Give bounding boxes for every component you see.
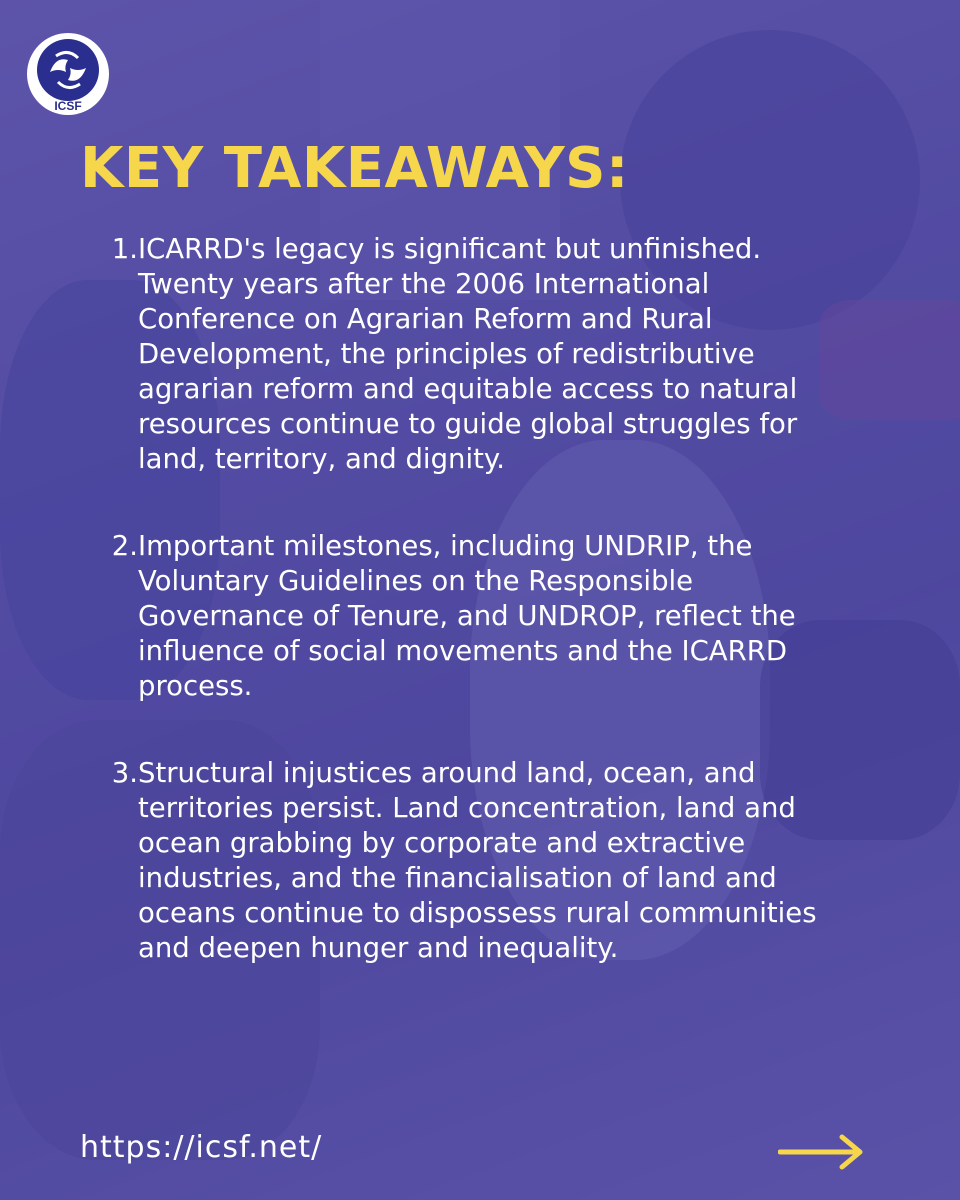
icsf-logo-icon <box>26 32 110 116</box>
list-number: 3. <box>111 757 138 789</box>
list-item <box>100 529 860 704</box>
page-title: KEY TAKEAWAYS: <box>80 136 629 201</box>
list-item-text: Structural injustices around land, ocean, and territories persist. Land concentration, land and ocean grabbing by corporate and extractive industries, and the financialisation of land and oceans continue to dispossess rural communities and deepen hunger and inequality. <box>138 757 817 964</box>
arrow-right-icon[interactable] <box>778 1132 866 1172</box>
list-item <box>100 756 860 966</box>
list-number: 2. <box>111 530 138 562</box>
list-number: 1. <box>111 233 138 265</box>
list-item-text: ICARRD's legacy is significant but unfinished. Twenty years after the 2006 International Conference on Agrarian Reform and Rural Development, the principles of redistributive agrarian reform and equitable access to natural resources continue to guide global struggles for land, territory, and dignity. <box>138 233 798 475</box>
takeaways-list <box>100 232 860 1018</box>
website-link[interactable]: https://icsf.net/ <box>80 1130 323 1165</box>
list-item <box>100 232 860 477</box>
logo-text: ICSF <box>54 99 82 113</box>
list-item-text: Important milestones, including UNDRIP, the Voluntary Guidelines on the Responsible Governance of Tenure, and UNDROP, reflect the influence of social movements and the ICARRD process. <box>138 530 796 702</box>
